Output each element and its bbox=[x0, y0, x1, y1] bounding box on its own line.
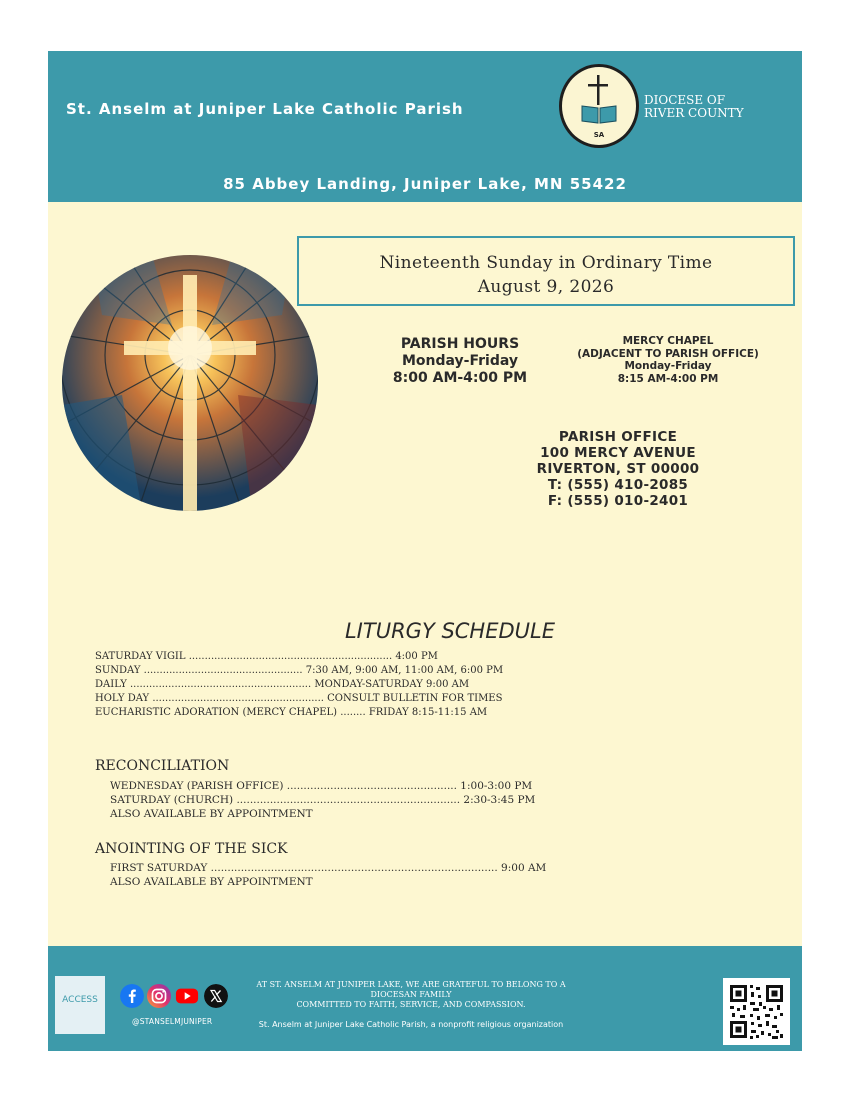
youtube-icon[interactable] bbox=[175, 984, 199, 1008]
schedule-line: SATURDAY VIGIL ................................................................ 4:00 PM bbox=[95, 651, 438, 662]
schedule-line: ALSO AVAILABLE BY APPOINTMENT bbox=[110, 876, 313, 888]
schedule-line: EUCHARISTIC ADORATION (MERCY CHAPEL) ........ FRIDAY 8:15-11:15 AM bbox=[95, 707, 488, 718]
x-icon[interactable] bbox=[204, 984, 228, 1008]
mercy-chapel-days: Monday-Friday bbox=[624, 360, 712, 372]
anointing-title: ANOINTING OF THE SICK bbox=[95, 841, 288, 857]
liturgical-day: Nineteenth Sunday in Ordinary Time bbox=[379, 253, 713, 273]
parish-office-block bbox=[518, 429, 718, 509]
schedule-line: WEDNESDAY (PARISH OFFICE) ................................................... 1:00-3:00 PM bbox=[110, 780, 533, 792]
liturgical-title-box bbox=[297, 236, 795, 306]
mercy-chapel-note: (ADJACENT TO PARISH OFFICE) bbox=[577, 347, 759, 360]
parish-office-title: PARISH OFFICE bbox=[558, 429, 678, 445]
reconciliation-title: RECONCILIATION bbox=[95, 758, 230, 774]
mission-statement bbox=[246, 980, 576, 1010]
mission-line2: COMMITTED TO FAITH, SERVICE, AND COMPASSION. bbox=[296, 1000, 526, 1009]
mission-line1: AT ST. ANSELM AT JUNIPER LAKE, WE ARE GRATEFUL TO BELONG TO A DIOCESAN FAMILY bbox=[256, 980, 566, 999]
parish-address: 85 Abbey Landing, Juniper Lake, MN 55422 bbox=[223, 175, 627, 193]
parish-office-city: RIVERTON, ST 00000 bbox=[536, 461, 700, 477]
mercy-chapel-title: MERCY CHAPEL bbox=[622, 335, 714, 347]
schedule-line: HOLY DAY ...................................................... CONSULT BULLETIN FOR TIMES bbox=[95, 693, 503, 704]
liturgy-schedule-list bbox=[95, 650, 503, 720]
schedule-line: FIRST SATURDAY ...................................................................................... 9:00 AM bbox=[110, 862, 547, 874]
footer-banner bbox=[48, 946, 802, 1051]
qr-code[interactable] bbox=[723, 978, 790, 1045]
seal-initials: SA bbox=[593, 131, 605, 139]
accessibility-button[interactable]: ACCESS bbox=[55, 976, 105, 1034]
facebook-icon[interactable] bbox=[120, 984, 144, 1008]
bulletin-date: August 9, 2026 bbox=[477, 277, 615, 297]
mercy-chapel-block bbox=[560, 335, 776, 385]
diocese-label bbox=[644, 94, 744, 120]
reconciliation-list bbox=[110, 779, 535, 821]
seal-graphic bbox=[562, 67, 636, 145]
liturgy-schedule-title: LITURGY SCHEDULE bbox=[344, 619, 556, 643]
parish-office-fax: F: (555) 010-2401 bbox=[547, 493, 689, 509]
bulletin-page bbox=[48, 51, 802, 1051]
parish-name: St. Anselm at Juniper Lake Catholic Parish bbox=[66, 100, 464, 118]
header-banner bbox=[48, 51, 802, 202]
nonprofit-statement: St. Anselm at Juniper Lake Catholic Parish, a nonprofit religious organization bbox=[258, 1020, 564, 1029]
schedule-line: SATURDAY (CHURCH) ................................................................... 2:30-3:45 PM bbox=[110, 794, 536, 806]
mercy-chapel-time: 8:15 AM-4:00 PM bbox=[617, 372, 719, 385]
parish-hours-days: Monday-Friday bbox=[401, 353, 519, 369]
parish-hours-time: 8:00 AM-4:00 PM bbox=[392, 370, 528, 386]
parish-seal bbox=[559, 64, 639, 148]
parish-office-phone: T: (555) 410-2085 bbox=[547, 477, 689, 493]
parish-hours-title: PARISH HOURS bbox=[400, 336, 520, 352]
diocese-line2: RIVER COUNTY bbox=[644, 106, 744, 120]
schedule-line: SUNDAY .................................................. 7:30 AM, 9:00 AM, 11:00 AM, 6:00 PM bbox=[95, 665, 504, 676]
schedule-line: ALSO AVAILABLE BY APPOINTMENT bbox=[110, 808, 313, 820]
instagram-icon[interactable] bbox=[147, 984, 171, 1008]
parish-hours-block bbox=[368, 336, 552, 387]
diocese-line1: DIOCESE OF bbox=[644, 93, 726, 107]
schedule-line: DAILY ......................................................... MONDAY-SATURDAY 9:00 AM bbox=[95, 679, 470, 690]
parish-office-street: 100 MERCY AVENUE bbox=[540, 445, 696, 461]
stained-glass-cross-image bbox=[62, 255, 318, 511]
social-handle[interactable]: @STANSELMJUNIPER bbox=[132, 1017, 213, 1026]
anointing-list bbox=[110, 861, 546, 889]
